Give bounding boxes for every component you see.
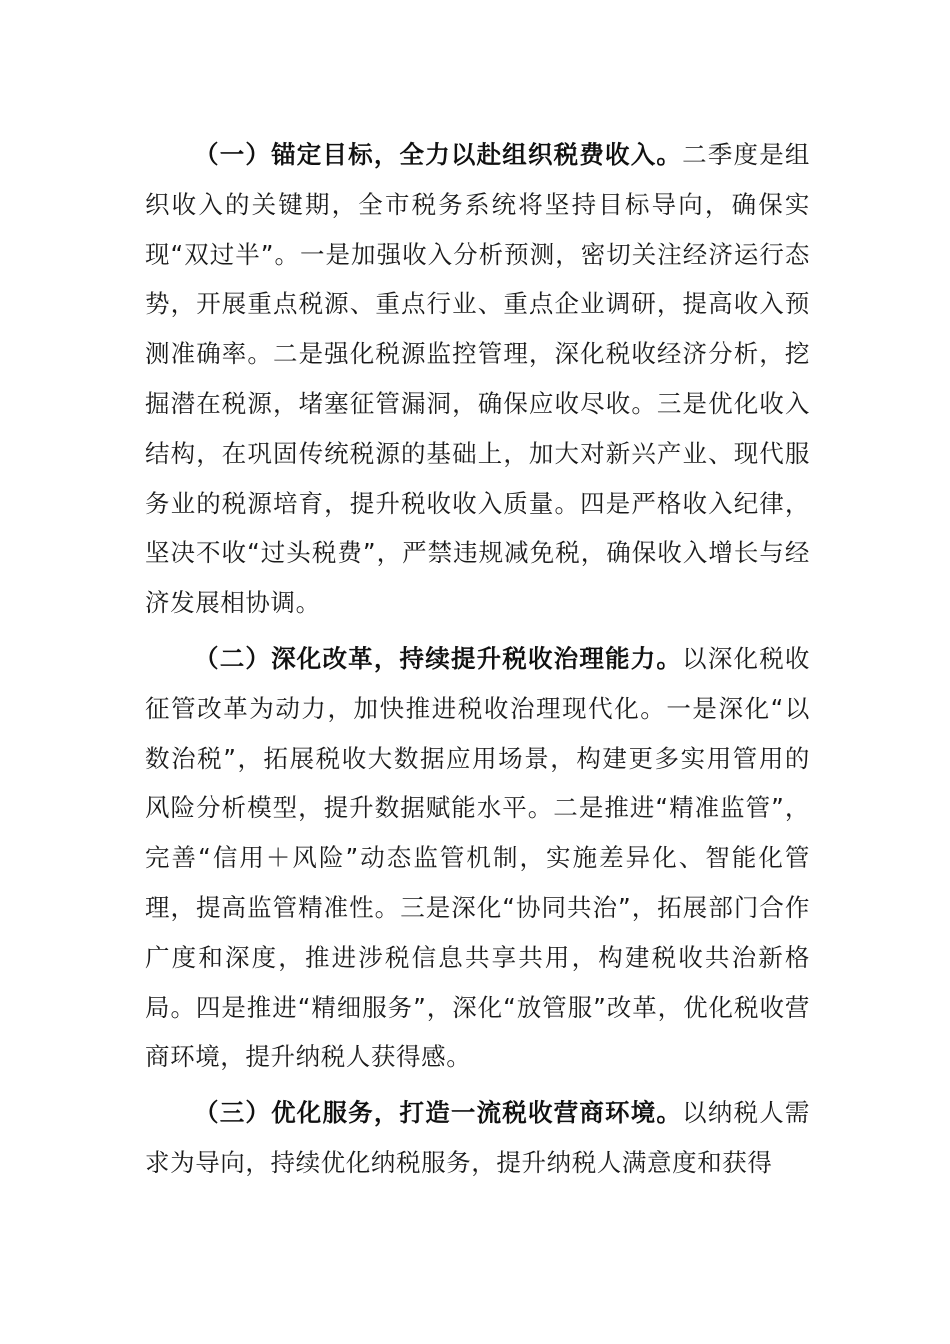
section-heading-2: （二）深化改革，持续提升税收治理能力。	[194, 643, 683, 673]
section-heading-3: （三）优化服务，打造一流税收营商环境。	[194, 1098, 683, 1128]
section-paragraph-2	[145, 634, 810, 1082]
section-body-1: 二季度是组织收入的关键期，全市税务系统将坚持目标导向，确保实现“双过半”。一是加强收入分析预测，密切关注经济运行态势，开展重点税源、重点行业、重点企业调研，提高收入预测准确率。二是强化税源监控管理，深化税收经济分析，挖掘潜在税源，堵塞征管漏洞，确保应收尽收。三是优化收入结构，在巩固传统税源的基础上，加大对新兴产业、现代服务业的税源培育，提升税收收入质量。四是严格收入纪律，坚决不收“过头税费”，严禁违规减免税，确保收入增长与经济发展相协调。	[145, 140, 811, 618]
section-paragraph-1	[145, 130, 810, 628]
section-body-3: 以纳税人需求为导向，持续优化纳税服务，提升纳税人满意度和获得	[145, 1098, 811, 1177]
section-heading-1: （一）锚定目标，全力以赴组织税费收入。	[194, 140, 683, 169]
section-paragraph-3	[145, 1088, 810, 1188]
section-body-2: 以深化税收征管改革为动力，加快推进税收治理现代化。一是深化“以数治税”，拓展税收大数据应用场景，构建更多实用管用的风险分析模型，提升数据赋能水平。二是推进“精准监管”，完善“信用＋风险”动态监管机制，实施差异化、智能化管理，提高监管精准性。三是深化“协同共治”，拓展部门合作广度和深度，推进涉税信息共享共用，构建税收共治新格局。四是推进“精细服务”，深化“放管服”改革，优化税收营商环境，提升纳税人获得感。	[145, 643, 811, 1072]
